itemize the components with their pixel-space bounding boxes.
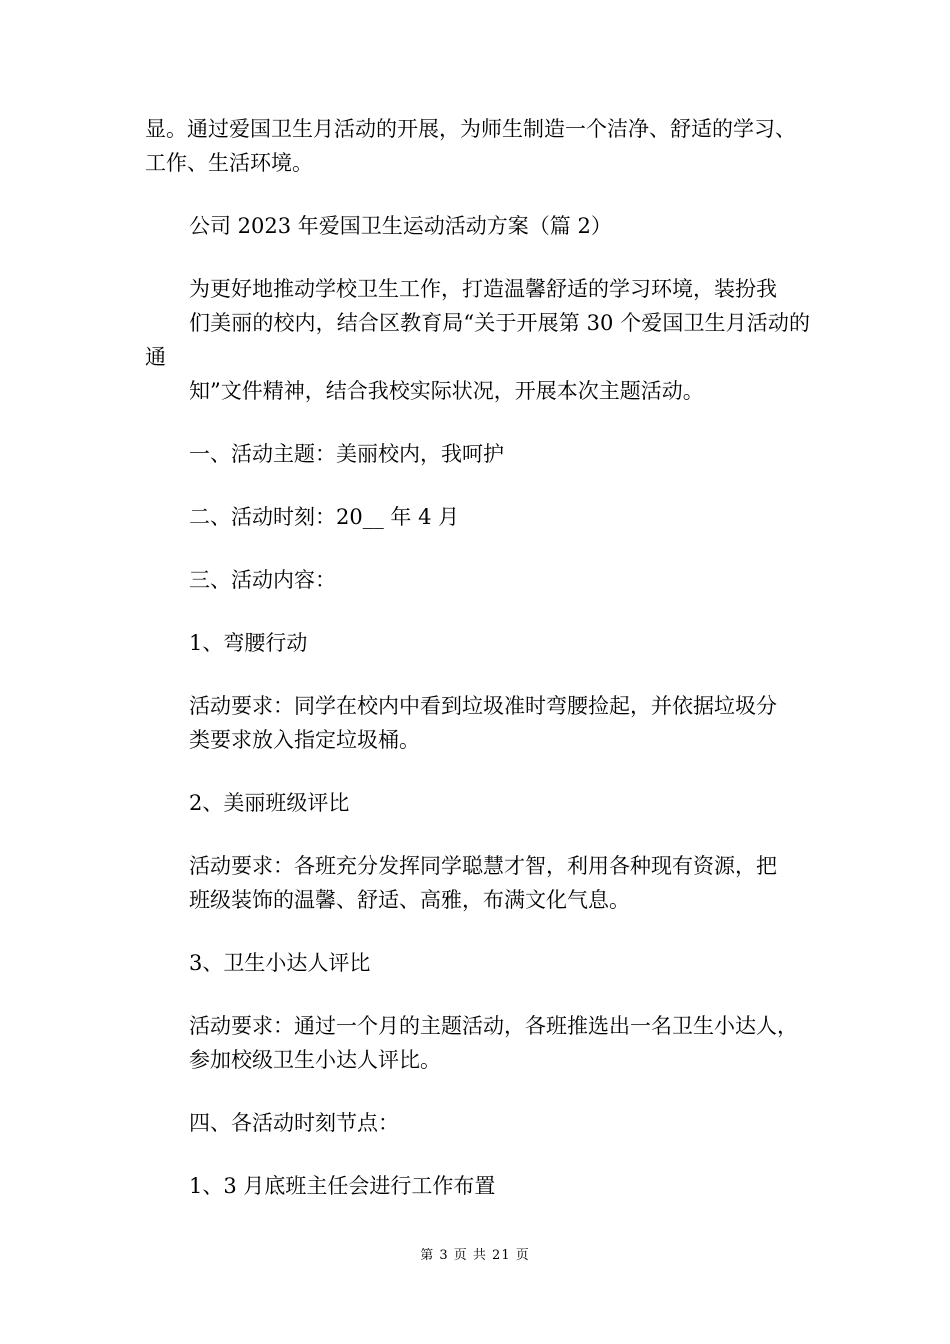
text-line: 公司 2023 年爱国卫生运动活动方案（篇 2）: [189, 214, 612, 238]
text-line: 1、3 月底班主任会进行工作布置: [189, 1174, 496, 1198]
text-line: 为更好地推动学校卫生工作，打造温馨舒适的学习环境，装扮我: [189, 277, 777, 301]
page-footer: 第 3 页 共 21 页: [420, 1248, 530, 1263]
text-line: 班级装饰的温馨、舒适、高雅，布满文化气息。: [189, 888, 630, 912]
paragraph: [145, 1106, 810, 1140]
text-line: 们美丽的校内，结合区教育局“关于开展第 30 个爱国卫生月活动的通: [145, 311, 810, 369]
text-line: 一、活动主题：美丽校内，我呵护: [189, 442, 504, 466]
paragraph: [145, 1009, 810, 1077]
text-line: 四、各活动时刻节点：: [189, 1111, 399, 1135]
paragraph: [145, 626, 810, 660]
text-line: 类要求放入指定垃圾桶。: [189, 728, 420, 752]
text-line: 显。通过爱国卫生月活动的开展，为师生制造一个洁净、舒适的学习、: [145, 117, 796, 141]
text-line: 3、卫生小达人评比: [189, 951, 371, 975]
text-line: 1、弯腰行动: [189, 631, 308, 655]
paragraph: [145, 946, 810, 980]
text-line: 三、活动内容：: [189, 568, 336, 592]
paragraph: [145, 786, 810, 820]
text-line: 活动要求：各班充分发挥同学聪慧才智，利用各种现有资源，把: [189, 854, 777, 878]
text-line: 参加校级卫生小达人评比。: [189, 1048, 441, 1072]
text-line: 工作、生活环境。: [145, 151, 313, 175]
paragraph: [145, 437, 810, 471]
paragraph: [145, 689, 810, 757]
text-line: 知”文件精神，结合我校实际状况，开展本次主题活动。: [189, 379, 704, 403]
paragraph: [145, 272, 810, 408]
text-line: 二、活动时刻：20__ 年 4 月: [189, 505, 460, 529]
text-line: 活动要求：通过一个月的主题活动，各班推选出一名卫生小达人，: [189, 1014, 798, 1038]
paragraph: [145, 563, 810, 597]
text-line: 2、美丽班级评比: [189, 791, 350, 815]
paragraph: [145, 1169, 810, 1203]
text-line: 活动要求：同学在校内中看到垃圾准时弯腰捡起，并依据垃圾分: [189, 694, 777, 718]
paragraph: [145, 209, 810, 243]
paragraph: [145, 849, 810, 917]
paragraph: [145, 112, 810, 180]
paragraph: [145, 500, 810, 534]
document-body: [145, 112, 810, 1232]
